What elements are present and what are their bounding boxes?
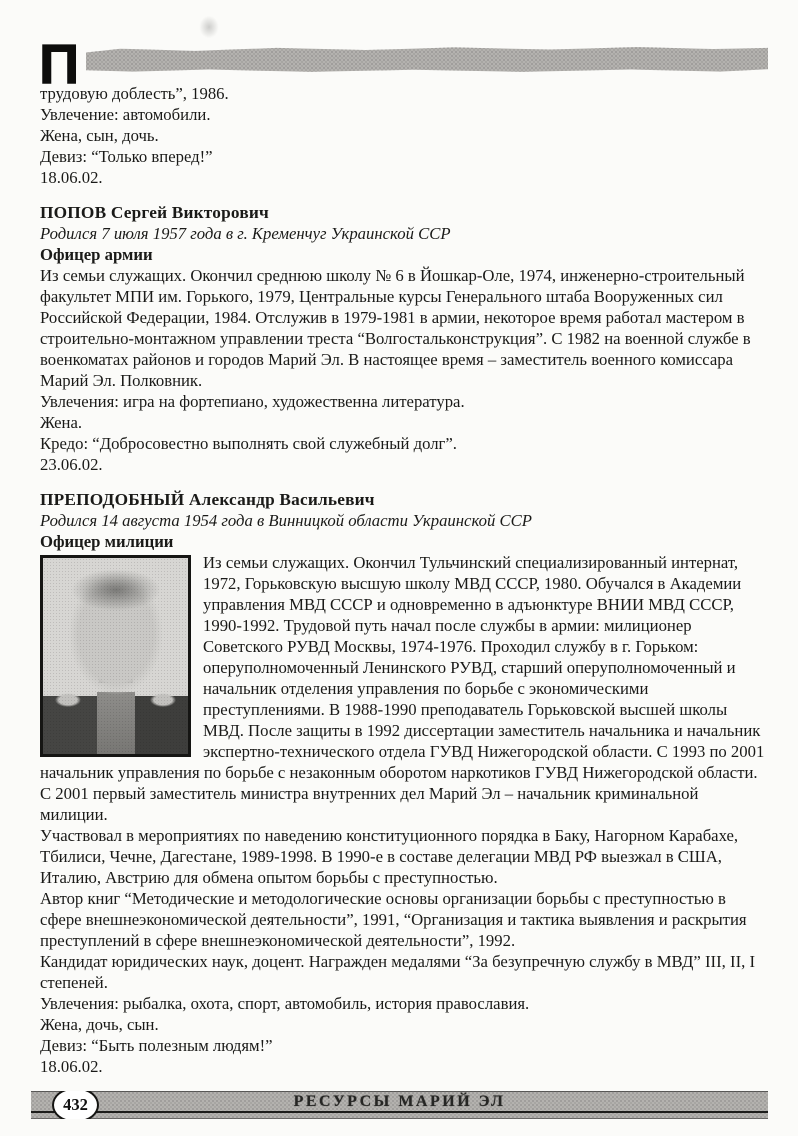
birth-line: Родился 7 июля 1957 года в г. Кременчуг Украинской ССР [40, 224, 451, 243]
text-line: 18.06.02. [40, 168, 103, 187]
biography-paragraph: Кандидат юридических наук, доцент. Награжден медалями “За безупречную службу в МВД” III, II, I степеней. [40, 952, 756, 992]
biography-paragraph: Участвовал в мероприятиях по наведению конституционного порядка в Баку, Нагорном Карабахе, Тбилиси, Чечне, Дагестане, 1989-1998. В 1990-е в составе делегации МВД РФ выезжал в США, Италию, Австрию для обмена опытом борьбы с преступностью. [40, 826, 739, 887]
birth-line: Родился 14 августа 1954 года в Винницкой области Украинской ССР [40, 511, 532, 530]
scan-smudge [196, 12, 222, 42]
person-name: ПРЕПОДОБНЫЙ Александр Васильевич [40, 490, 375, 509]
entry-popov [40, 202, 768, 475]
biography-paragraph: Из семьи служащих. Окончил Тульчинский специализированный интернат, 1972, Горьковскую высшую школу МВД СССР, 1980. Обучался в Академии управления МВД СССР и одновременно в адъюнктуре ВНИИ МВД СССР, 1990-1992. Трудовой путь начал после службы в армии: милиционер Советского РУВД Москвы, 1974-1976. Проходил службу в г. Горьком: оперуполномоченный Ленинского РУВД, старший оперуполномоченный и начальник отделения управления по борьбе с экономическими преступлениями. В 1988-1990 преподаватель Горьковской высшей школы МВД. После защиты в 1992 диссертации заместитель начальника и начальник экспертно-технического отдела ГУВД Нижегородской области. С 1993 по 2001 начальник управления по борьбе с незаконным оборотом наркотиков ГУВД Нижегородской области. С 2001 первый заместитель министра внутренних дел Марий Эл – начальник криминальной милиции. [40, 553, 765, 824]
text-line: Девиз: “Только вперед!” [40, 147, 213, 166]
page-number: 432 [63, 1095, 88, 1114]
role-line: Офицер милиции [40, 532, 174, 551]
text-line: Жена, сын, дочь. [40, 126, 159, 145]
detail-line: 23.06.02. [40, 455, 103, 474]
detail-line: Кредо: “Добросовестно выполнять свой служебный долг”. [40, 434, 457, 453]
section-divider-bar [86, 46, 768, 73]
detail-line: Жена. [40, 413, 83, 432]
footer-title: РЕСУРСЫ МАРИЙ ЭЛ [293, 1093, 506, 1110]
portrait-photo [40, 555, 191, 757]
entry-continuation [40, 83, 768, 188]
text-line: трудовую доблесть”, 1986. [40, 84, 229, 103]
entry-prepodobny [40, 489, 768, 1077]
footer-rule [31, 1111, 768, 1113]
person-name: ПОПОВ Сергей Викторович [40, 203, 269, 222]
page-content [40, 83, 768, 1077]
detail-line: Жена, дочь, сын. [40, 1015, 159, 1034]
detail-line: 18.06.02. [40, 1057, 103, 1076]
page-number-badge [52, 1091, 99, 1119]
page-footer [31, 1091, 768, 1119]
detail-line: Увлечения: рыбалка, охота, спорт, автомобиль, история православия. [40, 994, 530, 1013]
role-line: Офицер армии [40, 245, 153, 264]
section-letter: П [39, 32, 80, 95]
detail-line: Увлечения: игра на фортепиано, художественна литература. [40, 392, 465, 411]
biography-paragraph: Из семьи служащих. Окончил среднюю школу № 6 в Йошкар-Оле, 1974, инженерно-строительный факультет МПИ им. Горького, 1979, Центральные курсы Генерального штаба Вооруженных сил Российской Федерации, 1984. Отслужив в 1979-1981 в армии, некоторое время работал мастером в строительно-монтажном управлении треста “Волгостальконструкция”. С 1982 на военной службе в военкоматах районов и городов Марий Эл. В настоящее время – заместитель военного комиссара Марий Эл. Полковник. [40, 266, 751, 390]
text-line: Увлечение: автомобили. [40, 105, 211, 124]
biography-paragraph: Автор книг “Методические и методологические основы организации борьбы с преступностью в сфере внешнеэкономической деятельности”, 1991, “Организация и тактика выявления и раскрытия преступлений в сфере внешнеэкономической деятельности”, 1992. [40, 889, 747, 950]
detail-line: Девиз: “Быть полезным людям!” [40, 1036, 273, 1055]
